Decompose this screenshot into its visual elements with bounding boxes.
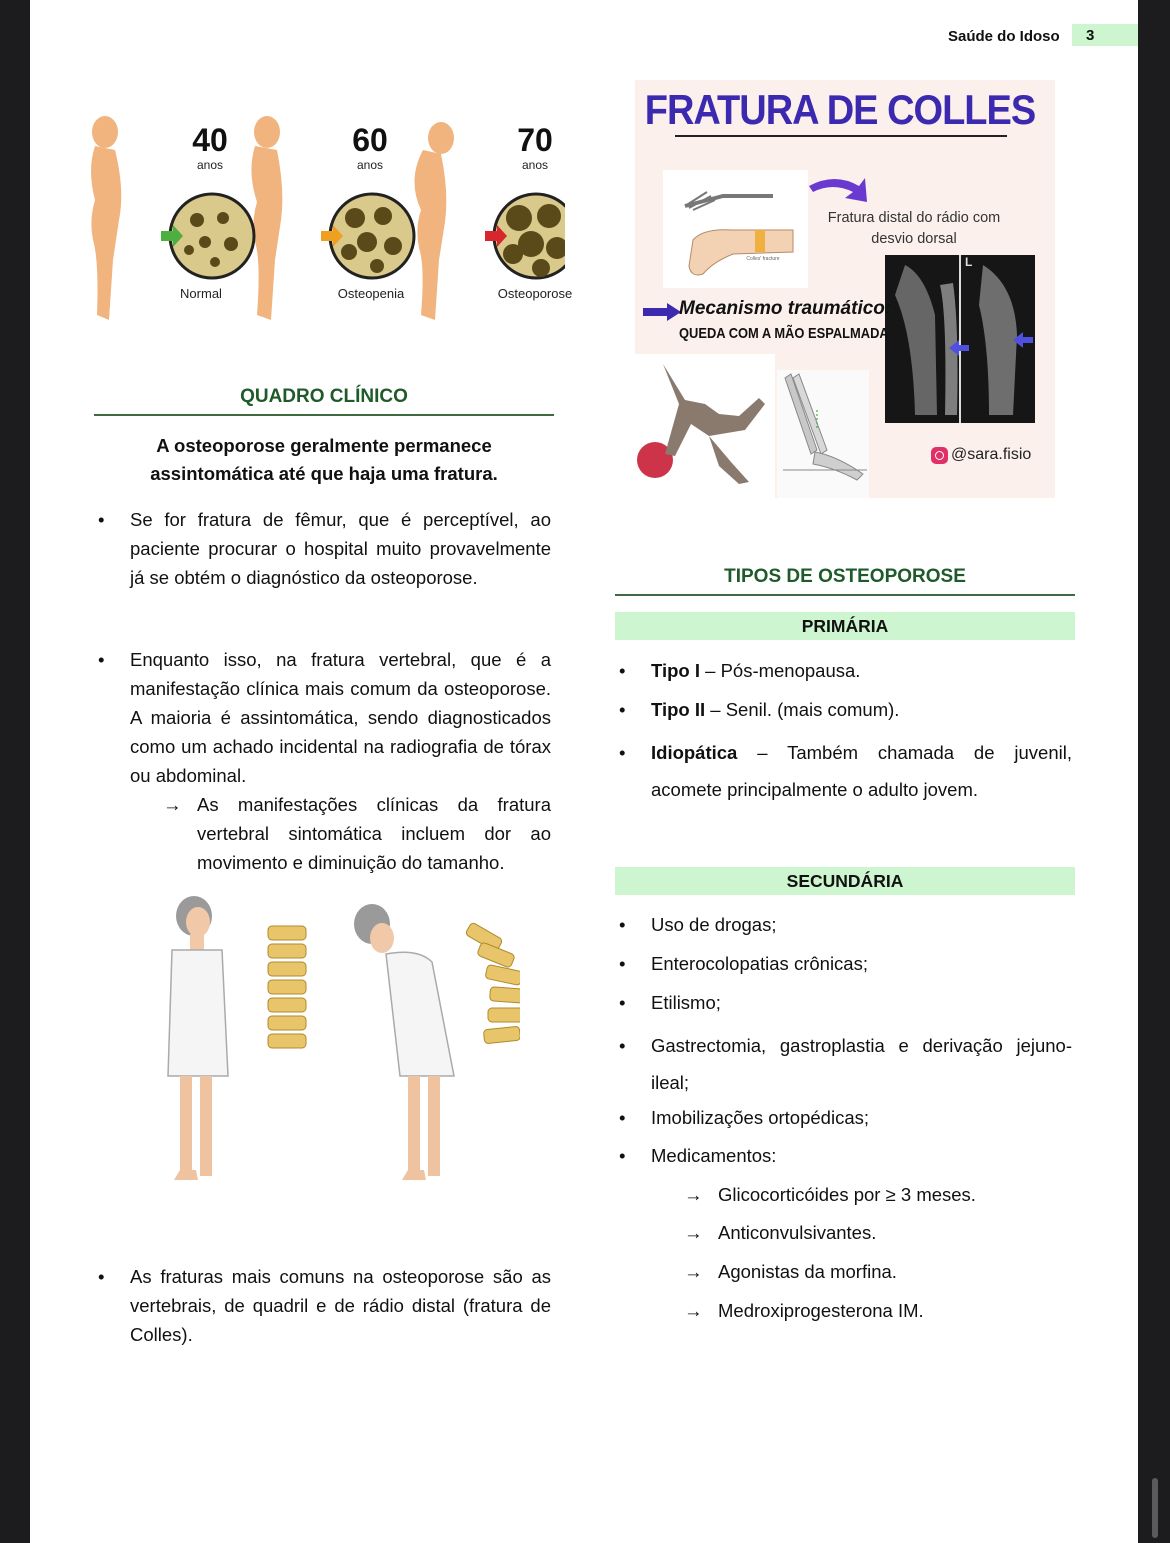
- primaria-band: PRIMÁRIA: [615, 612, 1075, 640]
- tipos-rule: [615, 594, 1075, 596]
- xray-side-marker: L: [965, 255, 973, 269]
- secundaria-item: [619, 910, 1072, 939]
- silhouette-40: [91, 116, 121, 320]
- colles-description: Fratura distal do rádio com desvio dorsal: [827, 210, 1001, 247]
- right-arrow-icon: →: [684, 1261, 703, 1282]
- bullet-text: Se for fratura de fêmur, que é perceptível, ao paciente procurar o hospital muito provavelmente já se obtém o diagnóstico da osteoporose.: [130, 509, 551, 588]
- colles-title-rule: [675, 135, 1007, 137]
- instagram-handle: [931, 446, 1031, 464]
- scrollbar-thumb[interactable]: [1152, 1478, 1158, 1538]
- right-arrow-icon: →: [684, 1184, 703, 1205]
- age-unit-70: anos: [521, 158, 549, 172]
- secundaria-band: SECUNDÁRIA: [615, 867, 1075, 895]
- secundaria-item: [619, 988, 1072, 1017]
- primaria-item-idiopatica: [619, 734, 1072, 808]
- right-arrow-icon: →: [684, 1222, 703, 1243]
- colles-fall-panel: [635, 354, 775, 498]
- bullet-dot: •: [619, 914, 626, 935]
- age-unit-60: anos: [356, 158, 384, 172]
- age-unit-40: anos: [196, 158, 224, 172]
- bullet-dot: •: [619, 1145, 626, 1166]
- secundaria-item: [619, 1141, 1072, 1170]
- arrow-item-text: As manifestações clínicas da fratura vertebral sintomática incluem dor ao movimento e diminuição do tamanho.: [197, 794, 551, 873]
- bullet-dot: •: [619, 1107, 626, 1128]
- secundaria-text: Medicamentos:: [651, 1145, 777, 1166]
- secundaria-item: [619, 1103, 1072, 1132]
- spine-curved: [465, 922, 520, 1044]
- mechanism-label: Mecanismo traumático:: [679, 298, 892, 319]
- primaria-text: – Pós-menopausa.: [700, 660, 861, 681]
- primaria-item-tipo-2: [619, 695, 1072, 724]
- age-number-60: 60: [352, 122, 388, 158]
- right-arrow-icon: →: [684, 1300, 703, 1321]
- mechanism-description: QUEDA COM A MÃO ESPALMADA: [679, 325, 889, 342]
- primaria-text: – Também chamada de juvenil, acomete principalmente o adulto jovem.: [651, 742, 1072, 800]
- bullet-text: As fraturas mais comuns na osteoporose são as vertebrais, de quadril e de rádio distal (fratura de Colles).: [130, 1266, 551, 1345]
- kyphosis-posture-figure: [150, 890, 520, 1190]
- arm-bones-illustration: [777, 370, 869, 498]
- colles-arm-panel: [777, 370, 869, 498]
- arrow-item-manifestacoes: [163, 790, 551, 877]
- secundaria-text: Etilismo;: [651, 992, 721, 1013]
- primaria-term: Tipo II: [651, 699, 706, 720]
- running-header: Saúde do Idoso: [948, 28, 1060, 45]
- posture-illustration: [150, 890, 520, 1190]
- medicamento-item: [684, 1218, 1078, 1247]
- bullet-fratura-vertebral: [98, 645, 551, 790]
- stage-label-osteoporose: Osteoporose: [497, 286, 573, 301]
- xray-image: [885, 255, 1035, 423]
- bullet-dot: •: [98, 509, 105, 530]
- secundaria-text: Imobilizações ortopédicas;: [651, 1107, 869, 1128]
- silhouette-60: [251, 116, 282, 320]
- colles-xray-panel: [885, 255, 1035, 423]
- secundaria-item: [619, 949, 1072, 978]
- secundaria-text: Enterocolopatias crônicas;: [651, 953, 868, 974]
- age-number-40: 40: [192, 122, 228, 158]
- mechanism-arrow-icon: [643, 302, 683, 322]
- quadro-clinico-rule: [94, 414, 554, 416]
- medicamento-item: [684, 1180, 1078, 1209]
- bullet-text: Enquanto isso, na fratura vertebral, que é a manifestação clínica mais comum da osteoporose. A maioria é assintomática, sendo diagnosticados como um achado incidental na radiografia de tórax ou abdominal.: [130, 649, 551, 786]
- colles-infographic: [635, 80, 1055, 498]
- bullet-dot: •: [98, 1266, 105, 1287]
- fork-wrist-illustration: [663, 170, 808, 288]
- instagram-icon: [931, 447, 948, 464]
- medicamento-text: Glicocorticóides por ≥ 3 meses.: [718, 1184, 976, 1205]
- secundaria-item: [619, 1027, 1072, 1101]
- colles-fracture-caption: Colles' fracture: [746, 256, 780, 262]
- primaria-term: Idiopática: [651, 742, 738, 763]
- curved-arrow-icon: [805, 172, 875, 212]
- bullet-dot: •: [619, 1035, 626, 1056]
- colles-fork-panel: [663, 170, 808, 288]
- bullet-fratura-femur: [98, 505, 551, 592]
- medicamento-text: Medroxiprogesterona IM.: [718, 1300, 924, 1321]
- tipos-heading: TIPOS DE OSTEOPOROSE: [724, 566, 966, 587]
- quadro-lead-text: A osteoporose geralmente permanece assintomática até que haja uma fratura.: [150, 435, 498, 484]
- falling-person-illustration: [635, 354, 775, 498]
- document-page: [30, 0, 1138, 1543]
- bullet-dot: •: [619, 699, 626, 720]
- quadro-clinico-heading: QUADRO CLÍNICO: [240, 386, 408, 407]
- age-number-70: 70: [517, 122, 553, 158]
- bullet-dot: •: [619, 742, 626, 763]
- bullet-dot: •: [98, 649, 105, 670]
- osteoporosis-stages-figure: [85, 110, 573, 330]
- bullet-dot: •: [619, 953, 626, 974]
- bullet-fraturas-comuns: [98, 1262, 551, 1349]
- colles-title: FRATURA DE COLLES: [644, 87, 1036, 135]
- spine-straight: [268, 926, 306, 1048]
- stage-label-osteopenia: Osteopenia: [337, 286, 405, 301]
- stage-label-normal: Normal: [180, 286, 222, 301]
- page-number: 3: [1072, 24, 1138, 46]
- secundaria-text: Uso de drogas;: [651, 914, 777, 935]
- medicamento-item: [684, 1296, 1078, 1325]
- instagram-handle-text: @sara.fisio: [951, 446, 1032, 463]
- medicamento-text: Anticonvulsivantes.: [718, 1222, 877, 1243]
- secundaria-text: Gastrectomia, gastroplastia e derivação jejuno-ileal;: [651, 1035, 1072, 1093]
- right-arrow-icon: →: [163, 794, 182, 815]
- primaria-item-tipo-1: [619, 656, 1072, 685]
- medicamento-text: Agonistas da morfina.: [718, 1261, 897, 1282]
- bullet-dot: •: [619, 992, 626, 1013]
- primaria-text: – Senil. (mais comum).: [705, 699, 900, 720]
- medicamento-item: [684, 1257, 1078, 1286]
- bullet-dot: •: [619, 660, 626, 681]
- primaria-term: Tipo I: [651, 660, 700, 681]
